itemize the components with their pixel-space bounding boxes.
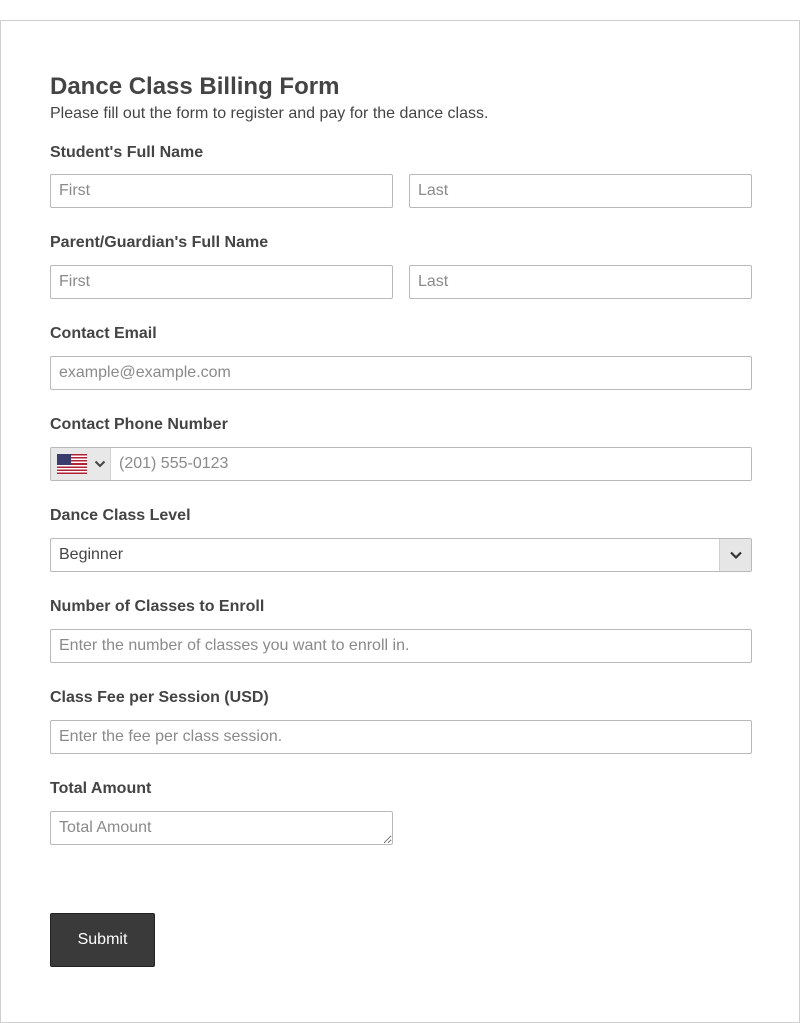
email-label: Contact Email — [50, 325, 157, 342]
form-container — [0, 20, 800, 1023]
email-group — [50, 324, 752, 390]
form-content — [50, 73, 752, 967]
student-last-name-input[interactable] — [409, 174, 752, 208]
class-fee-label: Class Fee per Session (USD) — [50, 689, 269, 706]
select-arrow[interactable] — [719, 539, 751, 571]
total-group — [50, 779, 752, 845]
num-classes-label: Number of Classes to Enroll — [50, 598, 265, 615]
guardian-first-name-input[interactable] — [50, 265, 393, 299]
class-level-value: Beginner — [59, 546, 124, 563]
submit-button[interactable]: Submit — [50, 913, 155, 967]
phone-label: Contact Phone Number — [50, 416, 228, 433]
total-label: Total Amount — [50, 780, 152, 797]
student-first-name-input[interactable] — [50, 174, 393, 208]
phone-group — [50, 415, 752, 481]
guardian-last-name-input[interactable] — [409, 265, 752, 299]
us-flag-icon — [57, 454, 87, 474]
guardian-name-row — [50, 265, 752, 299]
total-amount-textarea[interactable] — [50, 811, 393, 845]
num-classes-group — [50, 597, 752, 663]
class-fee-group — [50, 688, 752, 754]
num-classes-input[interactable] — [50, 629, 752, 663]
form-title: Dance Class Billing Form — [50, 73, 340, 100]
class-level-group — [50, 506, 752, 572]
guardian-name-label: Parent/Guardian's Full Name — [50, 234, 269, 251]
student-name-group — [50, 143, 752, 208]
class-fee-input[interactable] — [50, 720, 752, 754]
country-code-select[interactable] — [51, 448, 111, 480]
email-input[interactable] — [50, 356, 752, 390]
class-level-select[interactable] — [50, 538, 752, 572]
guardian-name-group — [50, 233, 752, 299]
class-level-label: Dance Class Level — [50, 507, 191, 524]
student-name-row — [50, 174, 752, 208]
student-name-label: Student's Full Name — [50, 144, 204, 161]
chevron-down-icon — [729, 548, 743, 562]
submit-row — [50, 913, 752, 967]
form-subtitle: Please fill out the form to register and pay for the dance class. — [50, 105, 489, 122]
phone-input[interactable] — [111, 448, 751, 480]
chevron-down-icon — [93, 457, 107, 471]
phone-field — [50, 447, 752, 481]
